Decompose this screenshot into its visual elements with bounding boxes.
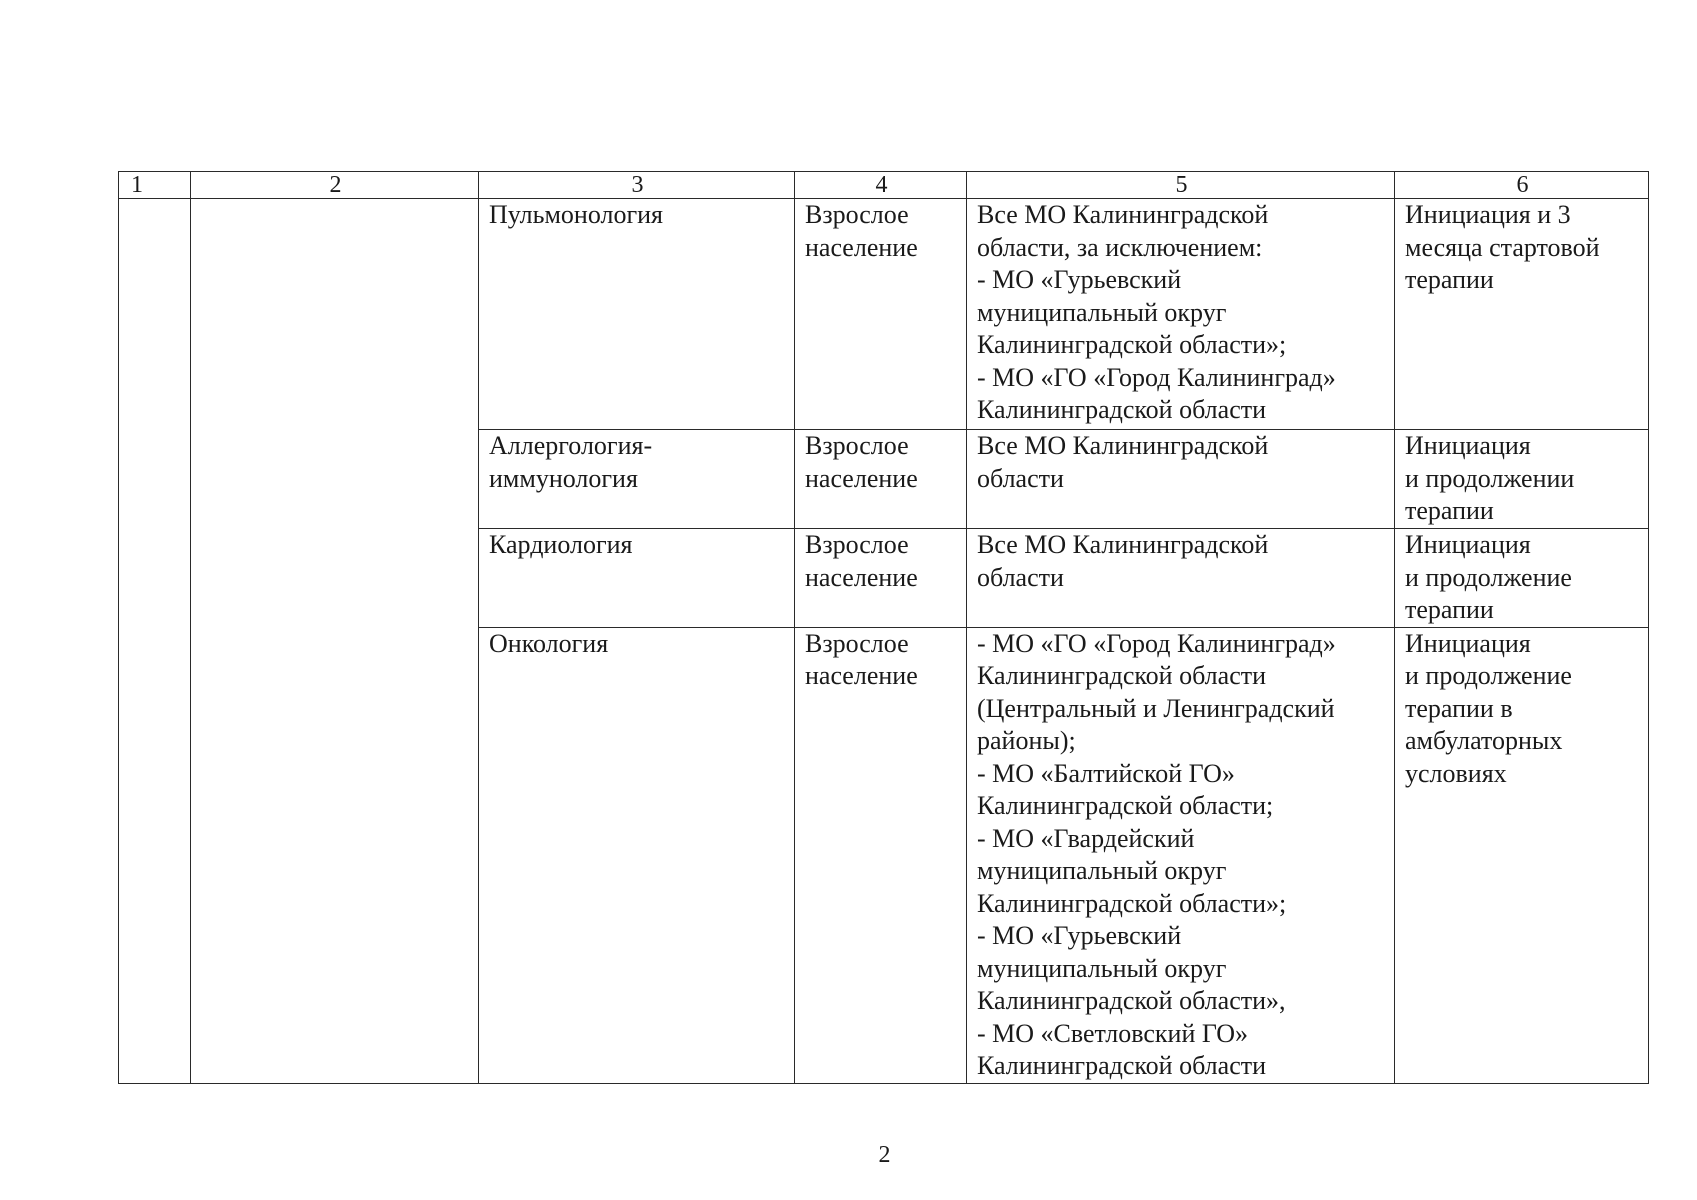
organizations-cell — [967, 199, 1395, 430]
organizations-text: - МО «Гвардейский — [977, 823, 1195, 853]
population-cell — [795, 430, 967, 529]
specialty-text: Пульмонология — [489, 200, 664, 229]
column-number-4: 4 — [795, 172, 967, 199]
population-text: Взрослое — [805, 530, 909, 559]
organizations-text: Калининградской области», — [977, 986, 1286, 1015]
organizations-text: - МО «Гурьевский — [977, 265, 1182, 294]
population-text: Взрослое — [805, 628, 909, 658]
organizations-text: Калининградской области»; — [977, 330, 1287, 359]
therapy-stage-text: Инициация — [1405, 628, 1531, 658]
organizations-text: Калининградской области; — [977, 791, 1274, 820]
organizations-text: Калининградской области — [977, 1051, 1267, 1080]
organizations-text: Калининградской области — [977, 395, 1267, 424]
organizations-text: области — [977, 463, 1064, 493]
organizations-text: Все МО Калининградской — [977, 200, 1269, 229]
organizations-text: области — [977, 562, 1064, 592]
organizations-text: Калининградской области»; — [977, 888, 1287, 918]
therapy-stage-cell — [1395, 627, 1649, 1083]
organizations-text: - МО «ГО «Город Калининград» — [977, 362, 1336, 392]
table-row — [119, 199, 1649, 430]
therapy-stage-text: терапии — [1405, 265, 1494, 294]
therapy-stage-cell — [1395, 199, 1649, 430]
cell-col2-empty — [191, 199, 479, 1084]
column-number-6: 6 — [1395, 172, 1649, 199]
organizations-text: области, за исключением: — [977, 232, 1263, 262]
organizations-text: Все МО Калининградской — [977, 431, 1269, 460]
therapy-stage-text: терапии в — [1405, 693, 1513, 723]
organizations-cell — [967, 627, 1395, 1083]
organizations-text: - МО «ГО «Город Калининград» — [977, 628, 1336, 658]
population-cell — [795, 199, 967, 430]
organizations-text: районы); — [977, 726, 1076, 755]
specialty-text: Кардиология — [489, 530, 633, 559]
specialty-cell — [479, 627, 795, 1083]
column-number-5: 5 — [967, 172, 1395, 199]
organizations-text: муниципальный округ — [977, 856, 1227, 885]
therapy-stage-text: месяца стартовой — [1405, 232, 1600, 262]
population-text: население — [805, 661, 918, 690]
therapy-stage-text: амбулаторных — [1405, 726, 1563, 755]
therapy-stage-text: терапии — [1405, 595, 1494, 624]
population-text: Взрослое — [805, 431, 909, 460]
therapy-stage-cell — [1395, 529, 1649, 628]
column-number-3: 3 — [479, 172, 795, 199]
organizations-text: (Центральный и Ленинградский — [977, 693, 1335, 723]
therapy-stage-text: Инициация — [1405, 530, 1531, 559]
column-number-2: 2 — [191, 172, 479, 199]
organizations-text: - МО «Гурьевский — [977, 921, 1182, 950]
page-number: 2 — [878, 1142, 891, 1168]
population-text: население — [805, 232, 918, 262]
therapy-stage-text: и продолжение — [1405, 661, 1572, 690]
therapy-stage-cell — [1395, 430, 1649, 529]
therapy-stage-text: и продолжение — [1405, 562, 1572, 592]
therapy-stage-text: и продолжении — [1405, 463, 1575, 493]
organizations-text: Все МО Калининградской — [977, 530, 1269, 559]
population-text: население — [805, 562, 918, 592]
organizations-cell — [967, 430, 1395, 529]
specialty-text: Аллергология- — [489, 431, 653, 460]
organizations-text: Калининградской области — [977, 661, 1267, 690]
cell-col1-empty — [119, 199, 191, 1084]
medical-organizations-table — [118, 171, 1649, 1084]
specialty-cell — [479, 430, 795, 529]
organizations-cell — [967, 529, 1395, 628]
population-text: население — [805, 463, 918, 493]
population-cell — [795, 529, 967, 628]
specialty-text: Онкология — [489, 628, 609, 658]
organizations-text: - МО «Балтийской ГО» — [977, 758, 1235, 788]
column-number-1: 1 — [119, 172, 191, 199]
therapy-stage-text: Инициация — [1405, 431, 1531, 460]
column-number-row — [119, 172, 1649, 199]
specialty-cell — [479, 529, 795, 628]
organizations-text: муниципальный округ — [977, 297, 1227, 327]
population-text: Взрослое — [805, 200, 909, 229]
specialty-text: иммунология — [489, 463, 638, 493]
therapy-stage-text: Инициация и 3 — [1405, 200, 1571, 229]
organizations-text: - МО «Светловский ГО» — [977, 1018, 1249, 1048]
therapy-stage-text: условиях — [1405, 758, 1507, 788]
organizations-text: муниципальный округ — [977, 953, 1227, 983]
population-cell — [795, 627, 967, 1083]
specialty-cell — [479, 199, 795, 430]
therapy-stage-text: терапии — [1405, 496, 1494, 525]
